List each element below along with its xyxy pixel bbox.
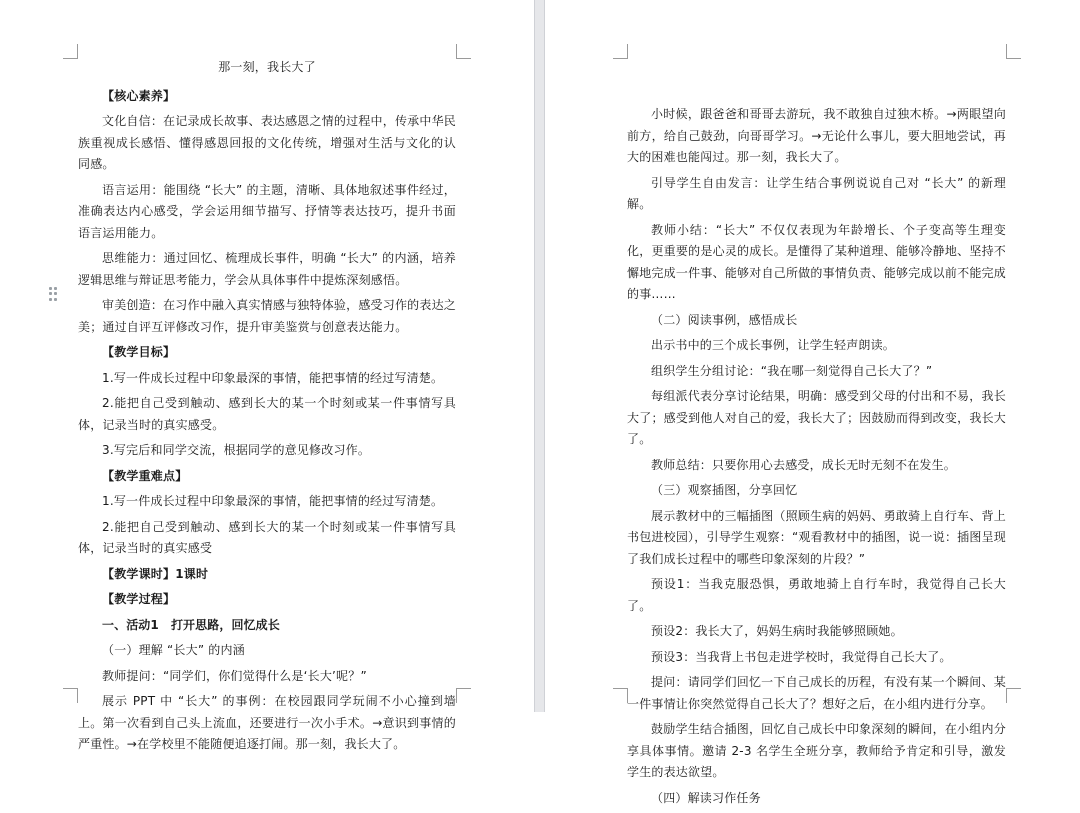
page-corner-mark [1006, 44, 1021, 59]
page-corner-mark [613, 688, 628, 703]
paragraph: 2.能把自己受到触动、感到长大的某一个时刻或某一件事情写具体，记录当时的真实感受 [78, 519, 456, 555]
page-corner-mark [456, 688, 471, 703]
paragraph: 文化自信：在记录成长故事、表达感恩之情的过程中，传承中华民族重视成长感悟、懂得感恩回报的文化传统，增强对生活与文化的认同感。 [78, 114, 456, 171]
paragraph: 2.能把自己受到触动、感到长大的某一个时刻或某一件事情写具体，记录当时的真实感受。 [78, 396, 456, 432]
paragraph: 展示教材中的三幅插图（照顾生病的妈妈、勇敢骑上自行车、背上书包进校园），引导学生观察：“观看教材中的插图，说一说：插图呈现了我们成长过程中的哪些印象深刻的片段？” [627, 508, 1006, 566]
paragraph: 预设3：当我背上书包走进学校时，我觉得自己长大了。 [651, 649, 952, 664]
section-heading: 【教学重难点】 [102, 468, 188, 483]
paragraph: （一）理解 “长大” 的内涵 [102, 643, 245, 657]
page-gutter [534, 0, 545, 712]
paragraph: 审美创造：在习作中融入真实情感与独特体验，感受习作的表达之美；通过自评互评修改习作，提升审美鉴赏与创意表达能力。 [78, 298, 456, 334]
activity-heading: 一、活动1 打开思路，回忆成长 [102, 617, 280, 632]
paragraph: 小时候，跟爸爸和哥哥去游玩，我不敢独自过独木桥。→两眼望向前方，给自己鼓劲，向哥哥学习。→无论什么事儿，要大胆地尝试，再大的困难也能闯过。那一刻，我长大了。 [627, 107, 1006, 164]
section-heading: 【教学过程】 [102, 592, 176, 606]
paragraph: 思维能力：通过回忆、梳理成长事件，明确 “长大” 的内涵，培养逻辑思维与辩证思考能力，学会从具体事件中提炼深刻感悟。 [78, 251, 456, 287]
page-corner-mark [613, 44, 628, 59]
section-heading: 【教学课时】1课时 [102, 566, 209, 581]
paragraph: 教师小结：“长大” 不仅仅表现为年龄增长、个子变高等生理变化，更重要的是心灵的成长。是懂得了某种道理、能够冷静地、坚持不懈地完成一件事、能够对自己所做的事情负责、能够完成以前不能完成的事…… [627, 222, 1006, 301]
paragraph: （三）观察插图，分享回忆 [651, 483, 798, 497]
paragraph: 教师总结：只要你用心去感受，成长无时无刻不在发生。 [651, 457, 957, 472]
paragraph: 鼓励学生结合插图，回忆自己成长中印象深刻的瞬间，在小组内分享具体事情。邀请 2-3 名学生全班分享，教师给予肯定和引导，激发学生的表达欲望。 [627, 722, 1006, 779]
document-page-left[interactable] [0, 0, 534, 751]
paragraph: 1.写一件成长过程中印象最深的事情，能把事情的经过写清楚。 [102, 494, 444, 508]
paragraph: 组织学生分组讨论：“我在哪一刻觉得自己长大了？” [651, 363, 933, 378]
paragraph: 语言运用：能围绕 “长大” 的主题，清晰、具体地叙述事件经过，准确表达内心感受，学会运用细节描写、抒情等表达技巧，提升书面语言运用能力。 [78, 182, 456, 240]
paragraph: 预设1：当我克服恐惧，勇敢地骑上自行车时，我觉得自己长大了。 [627, 577, 1006, 613]
page-corner-mark [1006, 688, 1021, 703]
paragraph: 展示 PPT 中 “长大” 的事例：在校园跟同学玩闹不小心撞到墙上。第一次看到自己头上流血，还要进行一次小手术。→意识到事情的严重性。→在学校里不能随便追逐打闹。那一刻，我长大了。 [78, 694, 456, 751]
page-corner-mark [456, 44, 471, 59]
page-body[interactable] [627, 104, 1006, 813]
page-corner-mark [63, 688, 78, 703]
paragraph: 引导学生自由发言：让学生结合事例说说自己对 “长大” 的新理解。 [627, 175, 1006, 211]
section-heading: 【核心素养】 [102, 88, 176, 103]
drag-handle-icon[interactable] [49, 287, 57, 301]
page-body[interactable] [78, 57, 456, 760]
paragraph: 出示书中的三个成长事例，让学生轻声朗读。 [651, 338, 896, 352]
paragraph: 1.写一件成长过程中印象最深的事情，能把事情的经过写清楚。 [102, 370, 444, 385]
section-heading: 【教学目标】 [102, 345, 176, 359]
paragraph: （二）阅读事例，感悟成长 [651, 312, 798, 327]
paragraph: 3.写完后和同学交流，根据同学的意见修改习作。 [102, 443, 371, 457]
document-title: 那一刻，我长大了 [218, 60, 316, 74]
paragraph: （四）解读习作任务 [651, 790, 761, 805]
paragraph: 预设2：我长大了，妈妈生病时我能够照顾她。 [651, 624, 903, 638]
paragraph: 提问：请同学们回忆一下自己成长的历程，有没有某一个瞬间、某一件事情让你突然觉得自己长大了？想好之后，在小组内进行分享。 [627, 675, 1006, 711]
paragraph: 每组派代表分享讨论结果，明确：感受到父母的付出和不易，我长大了；感受到他人对自己的爱，我长大了；因鼓励而得到改变，我长大了。 [627, 389, 1006, 446]
paragraph: 教师提问：“同学们，你们觉得什么是‘长大’呢？” [102, 668, 367, 683]
page-corner-mark [63, 44, 78, 59]
